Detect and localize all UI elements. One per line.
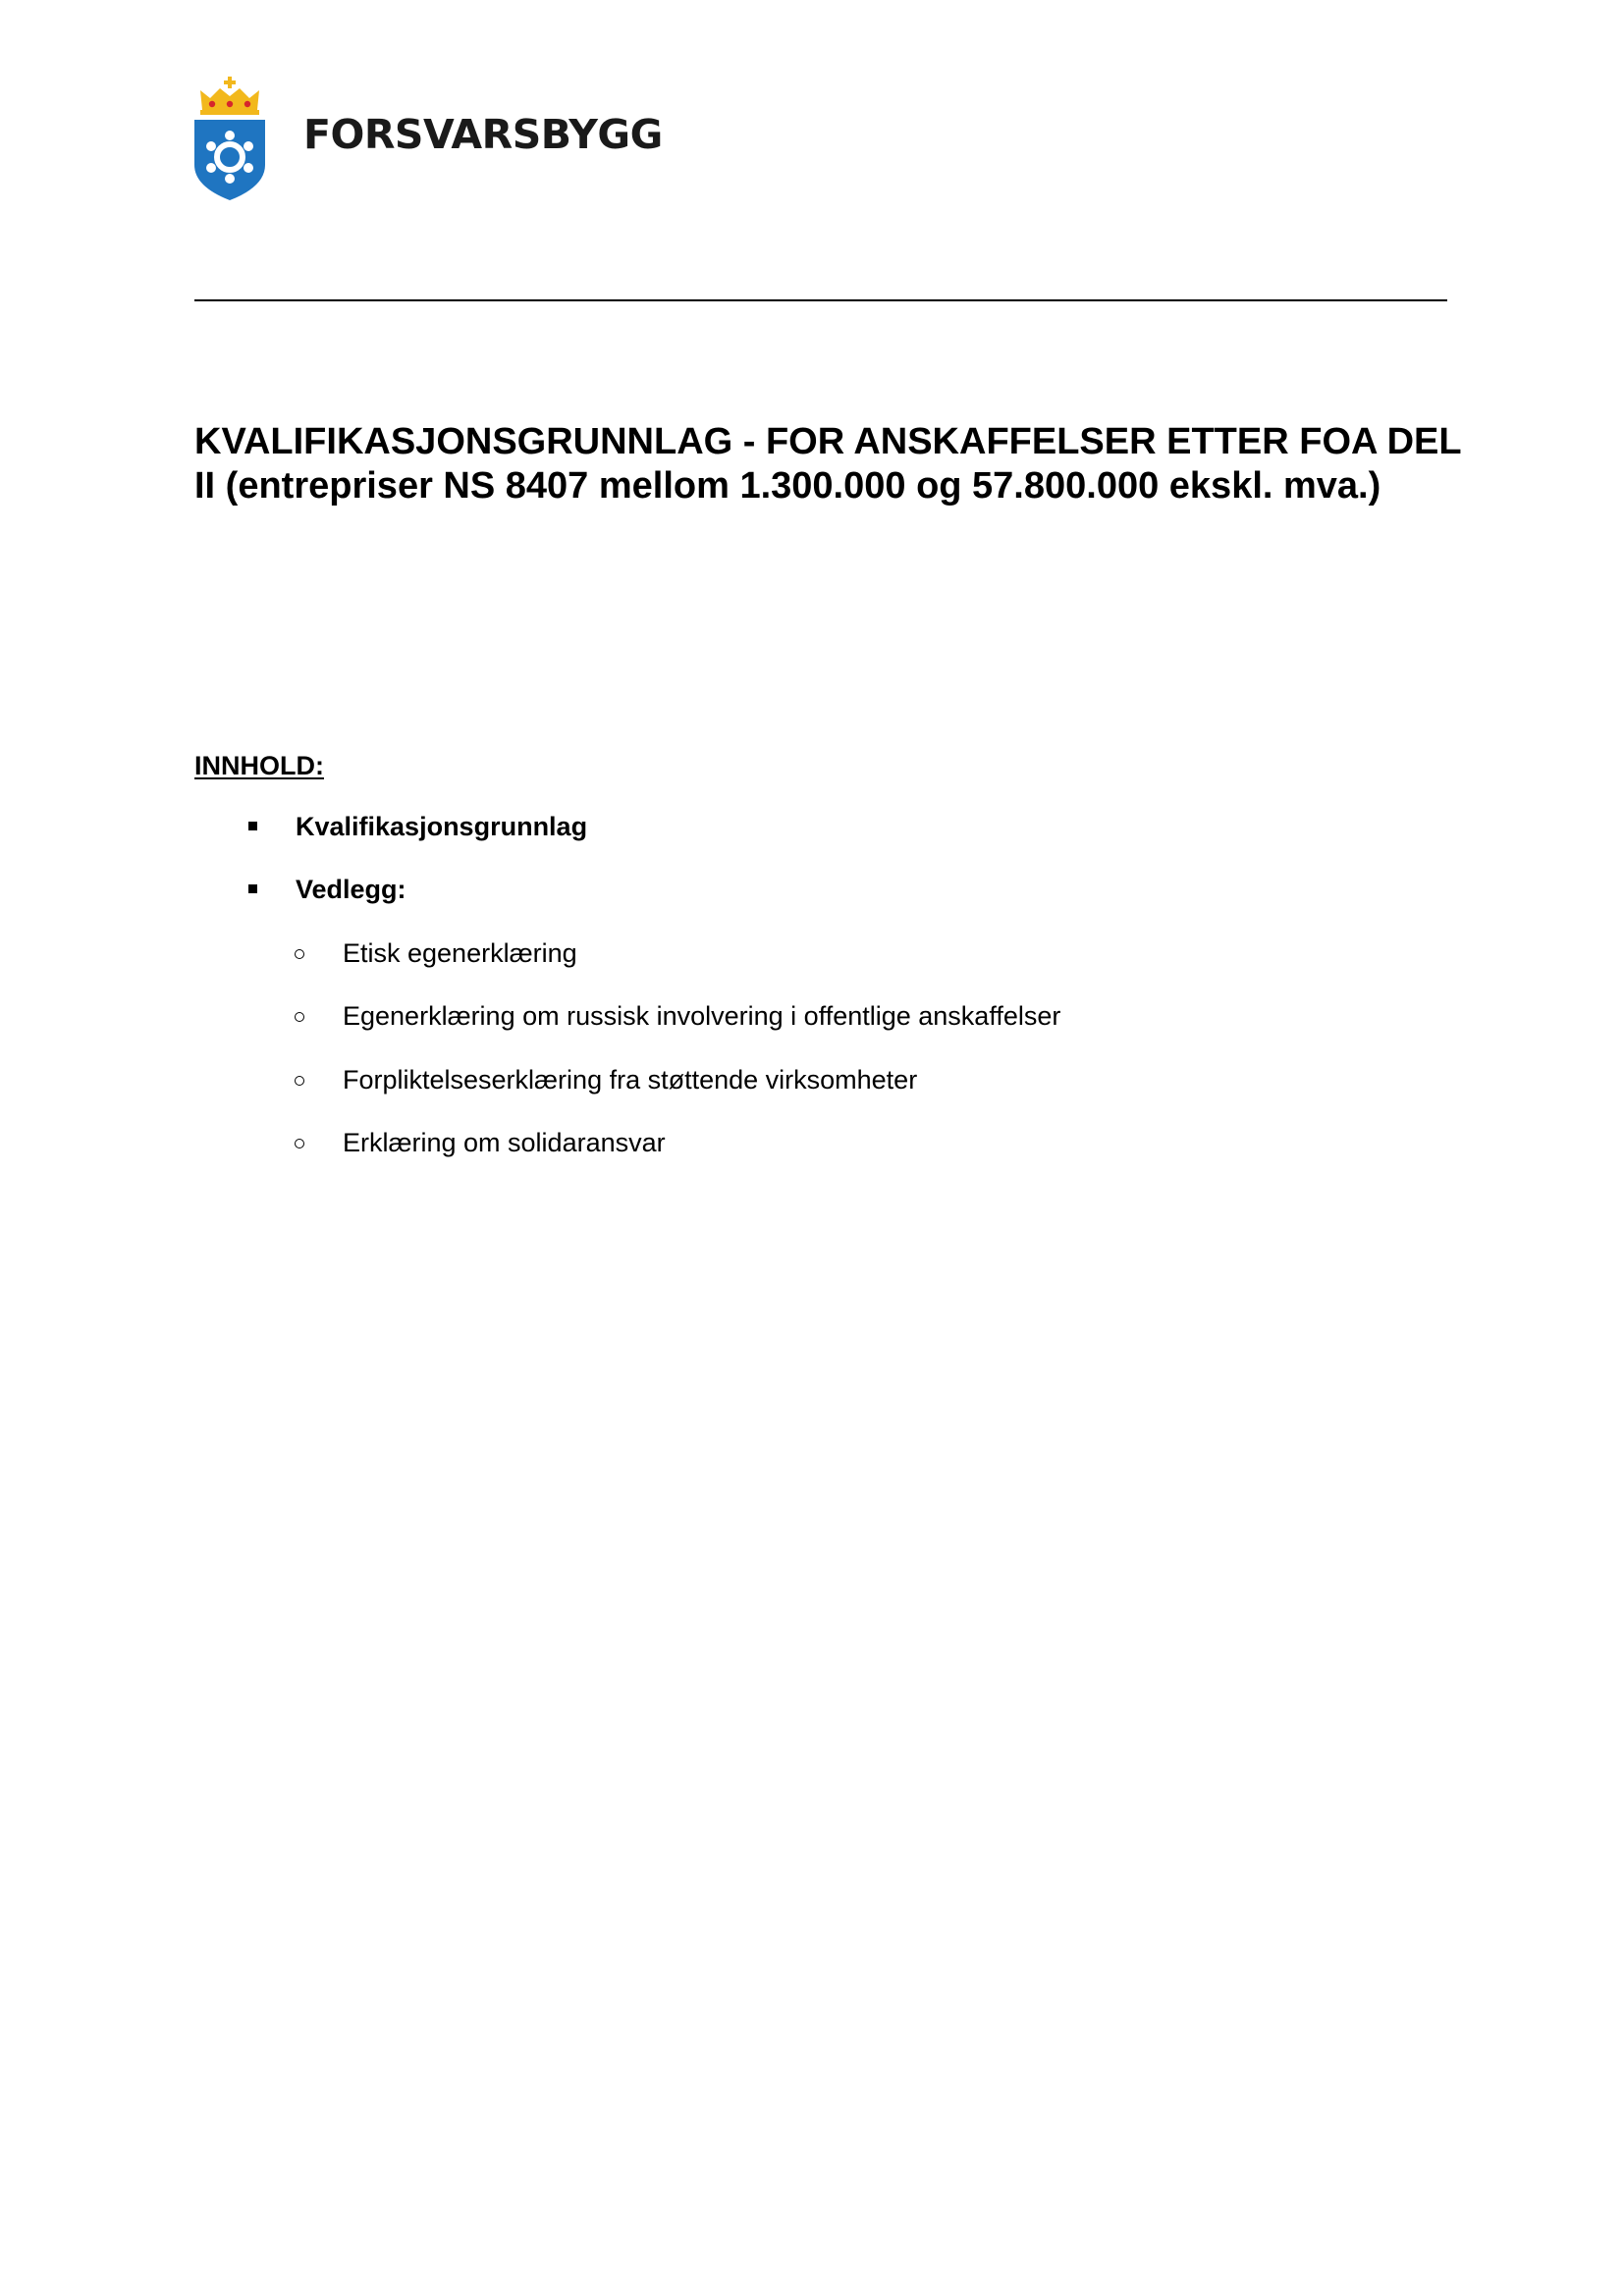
contents-item-label: Vedlegg: [296, 875, 406, 904]
square-bullet-icon [248, 822, 257, 830]
attachment-item-label: Egenerklæring om russisk involvering i offentlige anskaffelser [343, 1001, 1061, 1031]
forsvarsbygg-logo-icon [192, 77, 267, 200]
header-divider [194, 299, 1447, 301]
circle-bullet-icon [295, 1076, 304, 1086]
attachment-item-label: Etisk egenerklæring [343, 938, 577, 968]
attachment-item-label: Erklæring om solidaransvar [343, 1128, 666, 1157]
circle-bullet-icon [295, 1139, 304, 1148]
attachment-item-label: Forpliktelseserklæring fra støttende virksomheter [343, 1065, 918, 1095]
document-title: KVALIFIKASJONSGRUNNLAG - FOR ANSKAFFELSER ETTER FOA DEL II (entrepriser NS 8407 mellom 1.300.000 og 57.800.000 ekskl. mva.) [194, 421, 1461, 507]
square-bullet-icon [248, 884, 257, 893]
circle-bullet-icon [295, 949, 304, 959]
circle-bullet-icon [295, 1012, 304, 1022]
contents-heading: INNHOLD: [194, 751, 324, 780]
logo-wordmark: FORSVARSBYGG [303, 111, 663, 158]
contents-item-label: Kvalifikasjonsgrunnlag [296, 812, 588, 841]
